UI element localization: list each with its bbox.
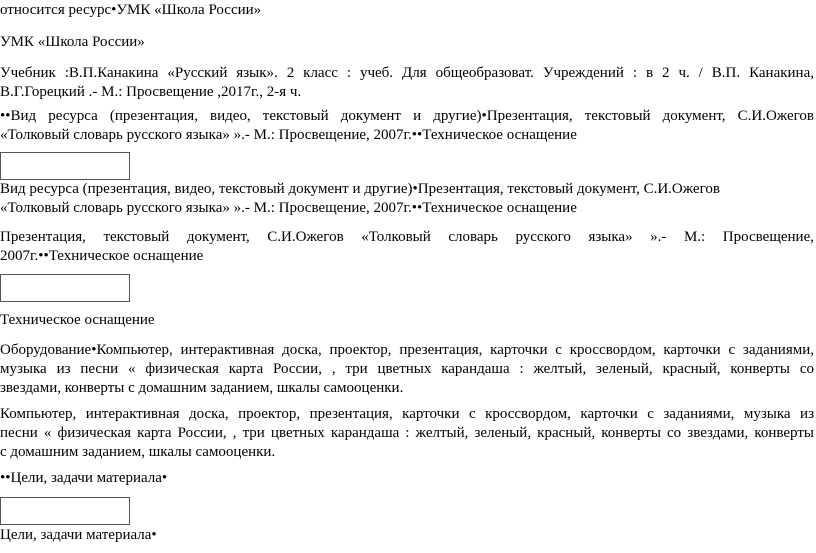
equipment-line-1: Оборудование•Компьютер, интерактивная доска, проектор, презентация, карточки с кроссвордом, карточки с заданиями, — [0, 342, 814, 358]
resource-type-paragraph-repeat — [0, 180, 814, 218]
textbook-citation-line-1: Учебник :В.П.Канакина «Русский язык». 2 класс : учеб. Для общеобразоват. Учреждений : в 2 ч. / В.П. Канакина, — [0, 65, 814, 81]
resource-type-paragraph — [0, 107, 814, 145]
computer-equipment-paragraph — [0, 405, 814, 462]
equipment-paragraph — [0, 341, 814, 398]
empty-input-box-3[interactable] — [0, 497, 130, 525]
goals-heading: Цели, задачи материала• — [0, 527, 157, 543]
presentation-paragraph — [0, 228, 814, 266]
empty-input-box-1[interactable] — [0, 152, 130, 180]
presentation-line-1: Презентация, текстовый документ, С.И.Ожегов «Толковый словарь русского языка» ».- М.: Просвещение, — [0, 229, 814, 245]
equipment-line-3: звездами, конверты с домашним заданием, шкалы самооценки. — [0, 380, 404, 396]
resource-type-line-2: «Толковый словарь русского языка» ».- М.: Просвещение, 2007г.••Техническое оснащение — [0, 127, 577, 143]
textbook-citation-line-2: В.Г.Горецкий .- М.: Просвещение ,2017г., 2-я ч. — [0, 84, 302, 100]
technical-equipment-heading: Техническое оснащение — [0, 312, 155, 328]
umk-title: УМК «Школа России» — [0, 34, 145, 50]
computer-equipment-line-2: песни « физическая карта России, , три цветных карандаша : желтый, зеленый, красный, конверты со звездами, конверты — [0, 425, 814, 441]
empty-input-box-2[interactable] — [0, 274, 130, 302]
resource-type-line-1: ••Вид ресурса (презентация, видео, текстовый документ и другие)•Презентация, текстовый документ, С.И.Ожегов — [0, 108, 814, 124]
textbook-citation — [0, 64, 814, 102]
computer-equipment-line-3: с домашним заданием, шкалы самооценки. — [0, 444, 276, 460]
resource-type-repeat-line-2: «Толковый словарь русского языка» ».- М.: Просвещение, 2007г.••Техническое оснащение — [0, 200, 577, 216]
goals-heading-bulleted: ••Цели, задачи материала• — [0, 470, 168, 486]
resource-type-repeat-line-1: Вид ресурса (презентация, видео, текстовый документ и другие)•Презентация, текстовый документ, С.И.Ожегов — [0, 181, 720, 197]
equipment-line-2: музыка из песни « физическая карта России, , три цветных карандаша : желтый, зеленый, красный, конверты со — [0, 361, 814, 377]
presentation-line-2: 2007г.••Техническое оснащение — [0, 248, 204, 264]
computer-equipment-line-1: Компьютер, интерактивная доска, проектор, презентация, карточки с кроссвордом, карточки с заданиями, музыка из — [0, 406, 814, 422]
resource-reference-line: относится ресурс•УМК «Школа России» — [0, 2, 262, 18]
